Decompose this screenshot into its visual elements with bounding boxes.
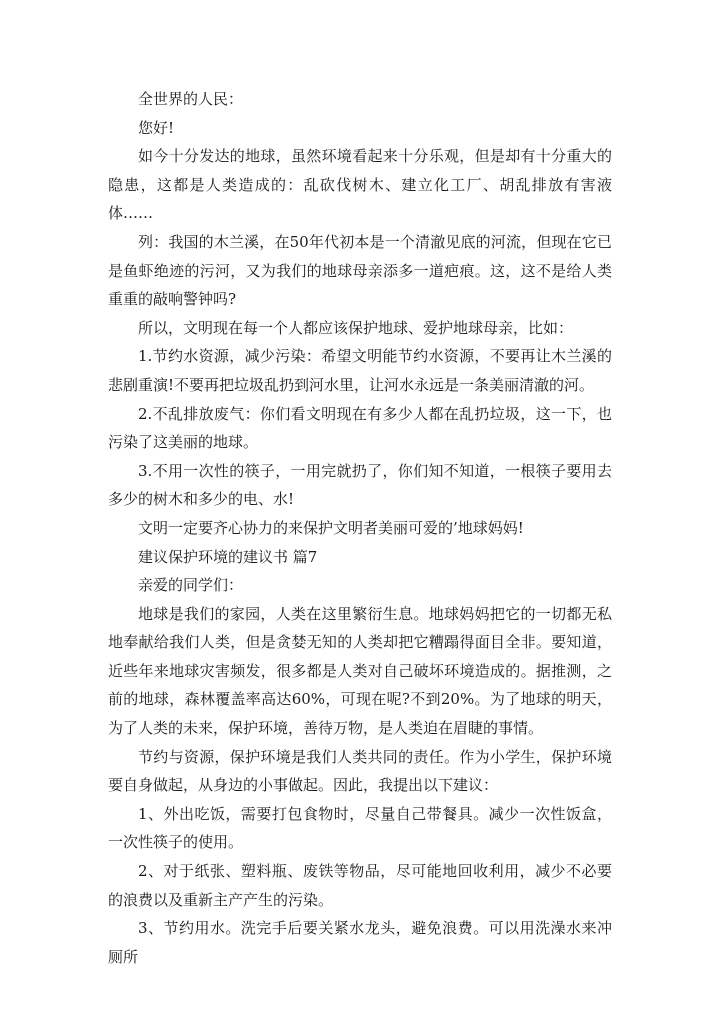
paragraph: 列：我国的木兰溪，在50年代初本是一个清澈见底的河流，但现在它已是鱼虾绝迹的污河，又为我们的地球母亲添多一道疤痕。这，这不是给人类重重的敲响警钟吗?	[108, 232, 612, 309]
paragraph: 地球是我们的家园，人类在这里繁衍生息。地球妈妈把它的一切都无私地奉献给我们人类，但是贪婪无知的人类却把它糟蹋得面目全非。要知道，近些年来地球灾害频发，很多都是人类对自己破坏环境造成的。据推测，之前的地球，森林覆盖率高达60%，可现在呢?不到20%。为了地球的明天，为了人类的未来，保护环境，善待万物，是人类迫在眉睫的事情。	[108, 604, 612, 738]
paragraph: 节约与资源，保护环境是我们人类共同的责任。作为小学生，保护环境要自身做起，从身边的小事做起。因此，我提出以下建议：	[108, 747, 612, 795]
list-item: 3.不用一次性的筷子，一用完就扔了，你们知不知道，一根筷子要用去多少的树木和多少的电、水!	[108, 461, 612, 509]
paragraph: 所以，文明现在每一个人都应该保护地球、爱护地球母亲，比如：	[138, 318, 574, 337]
paragraph: 如今十分发达的地球，虽然环境看起来十分乐观，但是却有十分重大的隐患，这都是人类造成的：乱砍伐树木、建立化工厂、胡乱排放有害液体……	[108, 147, 612, 223]
list-item: 2.不乱排放废气：你们看文明现在有多少人都在乱扔垃圾，这一下，也污染了这美丽的地球。	[108, 404, 612, 452]
list-item: 1.节约水资源，减少污染：希望文明能节约水资源，不要再让木兰溪的悲剧重演!不要再把垃圾乱扔到河水里，让河水永远是一条美丽清澈的河。	[108, 347, 612, 394]
list-item: 2、对于纸张、塑料瓶、废铁等物品，尽可能地回收利用，减少不必要的浪费以及重新主产产生的污染。	[108, 862, 612, 909]
salutation: 全世界的人民：	[138, 90, 244, 108]
greeting: 您好!	[138, 118, 175, 137]
document-body	[108, 85, 612, 971]
salutation: 亲爱的同学们：	[138, 576, 244, 595]
paragraph: 文明一定要齐心协力的来保护文明者美丽可爱的’地球妈妈!	[138, 518, 524, 537]
list-item: 3、节约用水。洗完手后要关紧水龙头，避免浪费。可以用洗澡水来冲厕所	[108, 919, 612, 966]
section-title: 建议保护环境的建议书 篇7	[138, 547, 318, 566]
list-item: 1、外出吃饭，需要打包食物时，尽量自己带餐具。减少一次性饭盒，一次性筷子的使用。	[108, 804, 612, 852]
